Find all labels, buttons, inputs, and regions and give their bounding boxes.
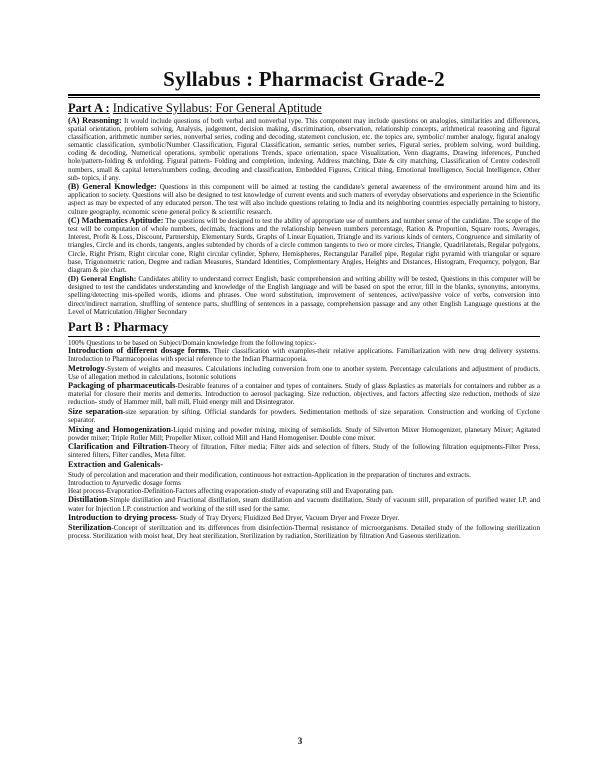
section-heading: (C) Mathematics Aptitude: (68, 216, 164, 226)
part-b-intro: 100% Questions to be based on Subject/Domain knowledge from the following topics:- (68, 338, 317, 347)
section-heading: Metrology (68, 363, 105, 373)
section-text: Questions in this component will be aimed at testing the candidate's general awareness of the environment around him and its application to society. Questions will also be designed to test knowledge of current events and such matters of everyday observations and experience in the Scientific aspect as may be expected of any educated person. The test will also include questions relating to India and its neighboring countries especially pertaining to history, culture geography, economic scene general policy & scientific research. (68, 183, 540, 216)
section-text: - Study of Tray Dryers; Fluidized Bed Dryer, Vacuum Dryer and Freeze Dryer. (175, 514, 400, 523)
document-page (68, 66, 540, 541)
part-a-section-maths (68, 217, 540, 274)
section-text: -Simple distillation and Fractional distillation, steam distillation and vacuum distillation, Study of vacuum still, preparation of purified water I.P. and water for Injection I.P. construction and working of the still used for the same. (68, 496, 540, 513)
section-heading: Introduction to drying process (68, 513, 176, 523)
section-text: The questions will be designed to test the ability of appropriate use of numbers and number sense of the candidate. The scope of the test will be computation of whole numbers, decimals, fractions and the relationship between numbers percentage, Ration & Proportion, Square roots, Averages, Interest, Profit & Loss, Discount, Partnership, Elementary Surds, Graphs of Linear Equation, Triangle and its various kinds of centers, Congruence and similarity of triangles, Circle and its chords, tangents, angles subtended by chords of a circle common tangents to two or more circles, Triangle, Quadrilaterals, Regular polygons, Circle, Right Prism, Right circular cone, Right circular cylinder, Sphere, Hemispheres, Rectangular Parallel pipe, Regular right pyramid with triangular or square base, Trigonometric ration, Degree and radian Measures, Standard Identities, Complementary Angles, Heights and Distances, Histogram, Frequency, polygon, Bar diagram & pie chart. (68, 217, 540, 274)
part-b-title: Part B : Pharmacy (68, 319, 169, 334)
part-a-section-gk (68, 183, 540, 215)
part-b-section-dosage (68, 347, 540, 363)
section-heading: Introduction of different dosage forms. (68, 345, 211, 355)
section-text: -size separation by sifting. Official standards for powders. Sedimentation methods of size separation. Construction and working of Cyclone separator. (68, 408, 540, 425)
section-text: Candidates ability to understand correct English, basic comprehension and writing ability will be tested, Questions in this computer will be designed to test the candidates understanding and knowledge of the English language and will be based on spot the error, fill in the blanks, synonyms, antonyms, spelling/detecting mis-spelled words, idioms and phrases. One word substitution, improvement of sentences, active/passive voice of verbs, conversion into direct/indirect narration, shuffling of sentence parts, shuffling of sentences in a passage, comprehension passage and any other English Language questions at the Level of Matriculation /Higher Secondary (68, 275, 541, 316)
part-b-section-size-separation (68, 408, 540, 424)
part-b-section-distillation (68, 496, 540, 512)
section-heading: Sterilization (68, 522, 112, 532)
section-heading: Clarification and Filtration (68, 442, 167, 452)
part-a-section-english (68, 275, 540, 315)
section-heading: Packaging of pharmaceuticals (68, 381, 176, 391)
page-number: 3 (297, 736, 303, 746)
part-b-section-metrology (68, 365, 540, 381)
section-text: -Concept of sterilization and its differences from disinfection-Thermal resistance of microorganisms. Detailed study of the following sterilization process. Sterilization with moist heat, Dry heat sterilization, Sterilization by radiation, Sterilization by filtration And Gaseous sterilization. (68, 523, 540, 540)
section-heading: Mixing and Homogenization (68, 424, 171, 434)
part-a-label: Part A : (68, 101, 110, 115)
section-text: It would include questions of both verbal and nonverbal type. This component may include questions on analogies, similarities and differences, spatial orientation, problem solving, Analysis, judgement, decision making, discrimination, observation, relationship concepts, arithmetical reasoning and figural classification, arithmetic number series, nonverbal series, coding and decoding, statement conclusion, etc. the topics are, symbolic/ number analogy, figural analogy semantic classification, symbolic/Number Classification, Figural Classification, semantic series, number series, Figural series, problem solving, word building, coding & decoding, Numerical operations, symbolic operations Trends, space orientation, space Visualization, Venn diagrams, Drawing inferences, Punched hole/pattern-folding & unfolding. Figural pattern- Folding and completion, indexing. Address matching, Date & city matching, Classification of Centre codes/roll numbers, small & capital letters/numbers coding, decoding and classification, Embedded Figures, Critical thing, Emotional Intelligence, Social Intelligence, Other sub- topics, if any. (68, 117, 540, 182)
section-text: -System of weights and measures. Calculations including conversion from one to another system. Percentage calculations and adjustment of products. Use of allegation method in calculations, Isotonic solutions (68, 364, 540, 381)
part-b-section-sterilization (68, 524, 540, 540)
part-a-section-reasoning (68, 117, 540, 182)
section-text: -Desirable features of a container and types of containers. Study of glass &plastics as materials for containers and rubber as a material for closure their merits and demerits. Introduction to aerosol packaging. Size reduction, objectives, and factors affecting size reduction, methods of size reduction- study of Hammer mill, ball mill, Fluid energy mill and Disintegrator. (68, 382, 540, 407)
part-b-section-clarification (68, 443, 540, 459)
part-b-section-drying (68, 514, 540, 522)
extraction-line: Study of percolation and maceration and their modification, continuous hot extraction-Application in the preparation of tinctures and extracts. (68, 470, 471, 479)
part-a-heading (68, 101, 540, 116)
part-b-section-mixing (68, 426, 540, 442)
extraction-line: Heat process-Evaporation-Definition-Factors affecting evaporation-study of evaporating still and Evaporating pan. (68, 486, 394, 495)
part-b-rule (68, 336, 540, 337)
section-heading: (A) Reasoning: (68, 116, 122, 125)
title-rule (68, 94, 540, 96)
section-heading: (D) General English: (68, 274, 137, 284)
part-a-title: Indicative Syllabus: For General Aptitude (112, 101, 322, 115)
title-sub: Pharmacist Grade-2 (258, 67, 445, 91)
section-heading: Distillation (68, 495, 108, 505)
part-b-section-extraction (68, 461, 540, 469)
section-heading: (B) General Knowledge: (68, 182, 157, 192)
section-heading: Size separation (68, 407, 123, 416)
part-b-section-packaging (68, 382, 540, 406)
section-text: -Liquid mixing and powder mixing, mixing of semisolids. Study of Silverton Mixer Homogenizer, planetary Mixer; Agitated powder mixer; Triple Roller Mill; Propeller Mixer, colloid Mill and Hand Homogeniser. Double cone mixer. (68, 425, 541, 442)
page-title (68, 66, 540, 92)
title-main: Syllabus (163, 67, 241, 91)
section-text: Their classification with examples-their relative applications. Familiarization with new drug delivery systems. Introduction to Pharmacopoeias with special reference to the Indian Pharmacopoeia. (68, 346, 540, 363)
part-b-heading (68, 320, 540, 335)
section-heading: Extraction and Galenicals- (68, 460, 163, 470)
section-text: -Theory of filtration, Filter media; Filter aids and selection of filters. Study of the following filtration equipments-Filter Press, sintered filters, Filter candles, Meta filter. (68, 443, 540, 460)
title-rule-thin (68, 97, 540, 98)
title-separator: : (240, 67, 259, 91)
extraction-line: Introduction to Ayurvedic dosage forms (68, 478, 181, 487)
